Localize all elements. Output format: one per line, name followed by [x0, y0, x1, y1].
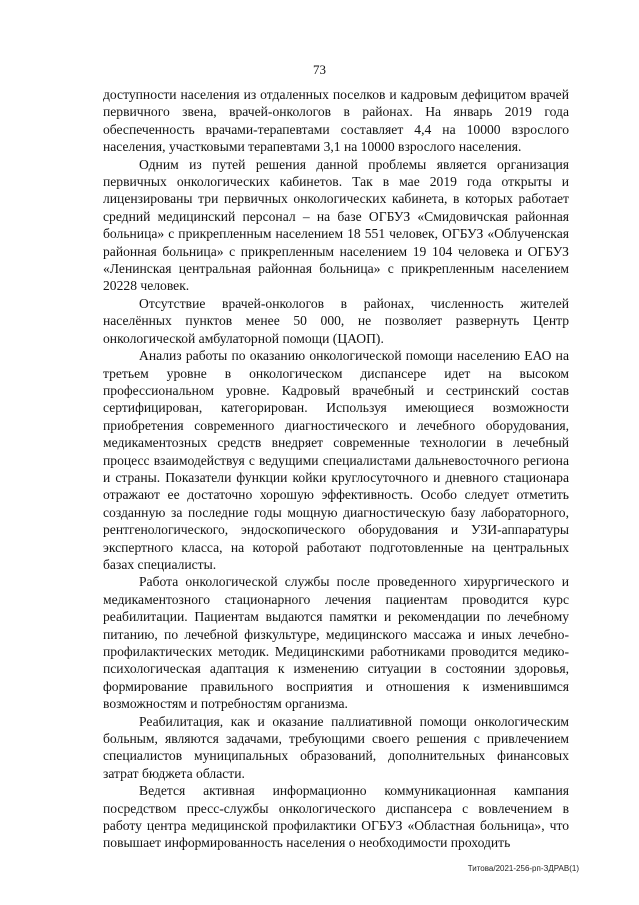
paragraph: Ведется активная информационно коммуникационная кампания посредством пресс-службы онкологического диспансера с вовлечением в работу центра медицинской профилактики ОГБУЗ «Областная больница», что повышает информированность населения о необходимости проходить [103, 783, 569, 851]
paragraph: Работа онкологической службы после проведенного хирургического и медикаментозного стационарного лечения пациентам проводится курс реабилитации. Пациентам выдаются памятки и рекомендации по лечебному питанию, по лечебной физкультуре, медицинского массажа и иных лечебно-профилактических методик. Медицинскими работниками проводится медико-психологическая адаптация к изменению ситуации в состоянии здоровья, формирование правильного восприятия и отношения к изменившимся возможностям и потребностям организма. [103, 574, 569, 712]
paragraph: доступности населения из отдаленных поселков и кадровым дефицитом врачей первичного звена, врачей-онкологов в районах. На январь 2019 года обеспеченность врачами-терапевтами составляет 4,4 на 10000 взрослого населения, участковыми терапевтами 3,1 на 10000 взрослого населения. [103, 87, 569, 155]
body-text [103, 86, 569, 852]
page-number: 73 [313, 62, 326, 77]
paragraph: Реабилитация, как и оказание паллиативной помощи онкологическим больным, являются задачами, требующими своего решения с привлечением специалистов муниципальных образований, дополнительных финансовых затрат бюджета области. [103, 713, 569, 781]
document-code-footer: Титова/2021-256-рп-ЗДРАВ(1) [467, 864, 579, 873]
paragraph: Анализ работы по оказанию онкологической помощи населению ЕАО на третьем уровне в онкологическом диспансере идет на высоком профессиональном уровне. Кадровый врачебный и сестринский состав сертифицирован, категорирован. Используя имеющиеся возможности приобретения современного диагностического и лечебного оборудования, медикаментозных средств внедряет современные технологии в лечебный процесс взаимодействуя с ведущими специалистами дальневосточного региона и страны. Показатели функции койки круглосуточного и дневного стационара отражают ее достаточно хорошую эффективность. Особо следует отметить созданную за последние годы мощную диагностическую базу лабораторного, рентгенологического, эндоскопического оборудования и УЗИ-аппаратуры экспертного класса, на которой работают подготовленные на центральных базах специалисты. [103, 348, 569, 572]
paragraph: Отсутствие врачей-онкологов в районах, численность жителей населённых пунктов менее 50 000, не позволяет развернуть Центр онкологической амбулаторной помощи (ЦАОП). [103, 295, 569, 346]
paragraph: Одним из путей решения данной проблемы является организация первичных онкологических кабинетов. Так в мае 2019 года открыты и лицензированы три первичных онкологических кабинета, в которых работает средний медицинский персонал – на базе ОГБУЗ «Смидовичская районная больница» с прикрепленным населением 18 551 человек, ОГБУЗ «Облученская районная больница» с прикрепленным населением 19 104 человека и ОГБУЗ «Ленинская центральная районная больница» с прикрепленным населением 20228 человек. [103, 156, 569, 294]
